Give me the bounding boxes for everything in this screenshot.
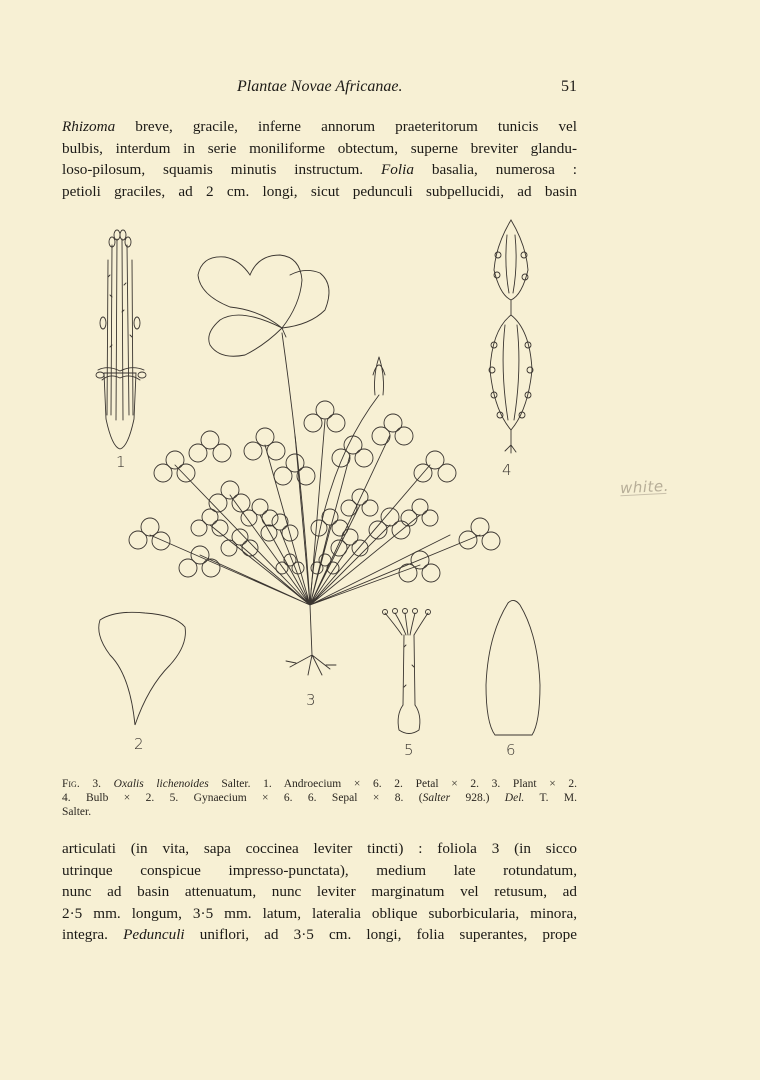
petal-drawing bbox=[99, 612, 186, 725]
bulb-drawing bbox=[489, 220, 533, 453]
caption-line bbox=[62, 791, 577, 805]
annotation-text: white. bbox=[619, 476, 670, 498]
text-line bbox=[62, 159, 577, 181]
running-title: Plantae Novae Africanae. bbox=[237, 78, 403, 95]
text-line: bulbis, interdum in serie moniliforme obtectum, superne breviter glandu- bbox=[62, 139, 577, 157]
text-line: articulati (in vita, sapa coccinea leviter tincti) : foliola 3 (in sicco bbox=[62, 840, 577, 857]
plate-drawing bbox=[90, 215, 580, 770]
figure-number-5: 5 bbox=[404, 741, 414, 759]
caption-line: Salter. bbox=[62, 806, 92, 818]
figure-caption bbox=[62, 777, 577, 819]
species-name: Oxalis lichenoides bbox=[113, 778, 209, 790]
italic-term: Folia bbox=[381, 161, 414, 178]
androecium-drawing bbox=[96, 230, 146, 449]
artist-name: T. M. bbox=[524, 792, 577, 804]
page-number: 51 bbox=[561, 78, 577, 95]
sepal-drawing bbox=[486, 600, 540, 735]
running-header bbox=[62, 78, 577, 102]
line-text: integra. bbox=[62, 926, 124, 943]
text-line: nunc ad basin attenuatum, nunc leviter marginatum vel retusum, ad bbox=[62, 883, 577, 900]
text-line: petioli graciles, ad 2 cm. longi, sicut pedunculi subpellucidi, ad basin bbox=[62, 182, 577, 200]
collector-number: 928.) bbox=[450, 792, 505, 804]
plant-drawing bbox=[129, 255, 500, 675]
gynaecium-drawing bbox=[383, 609, 431, 734]
text-line bbox=[62, 116, 577, 138]
text-line: 2·5 mm. longum, 3·5 mm. latum, lateralia oblique suborbicularia, minora, bbox=[62, 904, 577, 922]
line-text: basalia, numerosa : bbox=[413, 161, 577, 178]
line-text: loso-pilosum, squamis minutis instructum. bbox=[62, 161, 382, 178]
figure-number-3: 3 bbox=[306, 691, 316, 709]
paragraph-bottom bbox=[62, 838, 577, 946]
collector-name: Salter bbox=[422, 792, 451, 804]
fig-number: 3. bbox=[92, 778, 101, 790]
author-name: Salter. bbox=[208, 778, 251, 790]
figure-number-2: 2 bbox=[134, 735, 144, 753]
line-text: breve, gracile, inferne annorum praeteritorum tunicis vel bbox=[115, 118, 577, 135]
caption-line bbox=[62, 777, 577, 791]
figure-number-6: 6 bbox=[506, 741, 516, 759]
figure-number-4: 4 bbox=[502, 461, 512, 479]
text-line: utrinque conspicue impresso-punctata), medium late rotundatum, bbox=[62, 861, 577, 879]
figure-number-1: 1 bbox=[116, 453, 126, 471]
caption-text: 4. Bulb × 2. 5. Gynaecium × 6. 6. Sepal × 8. ( bbox=[62, 792, 423, 804]
pencil-annotation bbox=[620, 477, 670, 497]
italic-term: Pedunculi bbox=[123, 926, 185, 943]
text-line bbox=[62, 924, 577, 946]
line-text: uniflori, ad 3·5 cm. longi, folia superantes, prope bbox=[184, 926, 577, 943]
del-label: Del. bbox=[504, 792, 525, 804]
caption-text: 1. Androecium × 6. 2. Petal × 2. 3. Plant × 2. bbox=[250, 778, 577, 790]
paragraph-top bbox=[62, 116, 577, 202]
botanical-plate bbox=[90, 215, 580, 770]
fig-label: Fig. bbox=[62, 778, 80, 790]
italic-term: Rhizoma bbox=[62, 118, 116, 135]
